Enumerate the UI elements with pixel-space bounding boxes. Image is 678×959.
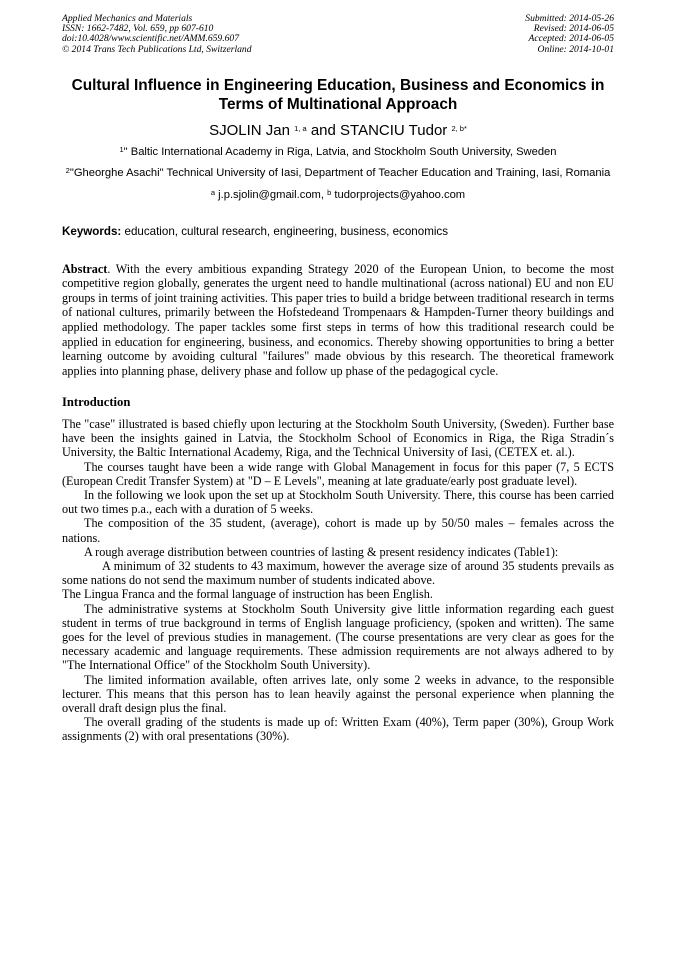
abstract-text: . With the every ambitious expanding Strategy 2020 of the European Union, to become the most competitive region globally, generates the urgent need to handle multinational (across national) EU and non EU groups in terms of joint training activities. This paper tries to build a bridge between traditional research in terms of national cultures, primarily between the Hofstedeand Trompenaars & Hampden-Turner theory buildings and applied methodology. The paper tackles some first steps in terms of how this traditional research could be applied in education for engineering, business, and economics. Thereby showing opportunities to bring a better learning outcome by avoiding cultural "failures" made obvious by this research. The theoretical framework applies into planning phase, delivery phase and follow up phase of the pedagogical cycle. xyxy=(62,261,614,378)
keywords-text: education, cultural research, engineering, business, economics xyxy=(121,224,449,238)
email-b-sup: b xyxy=(327,188,332,197)
journal-copyright: © 2014 Trans Tech Publications Ltd, Switzerland xyxy=(62,43,252,55)
intro-paragraph-6: A minimum of 32 students to 43 maximum, however the average size of around 35 students prevails as some nations do not send the maximum number of students indicated above. xyxy=(62,558,614,588)
author-2-sup: 2, b* xyxy=(451,123,467,133)
intro-paragraph-9: The limited information available, often arrives late, only some 2 weeks in advance, to the responsible lecturer. This means that this person has to lean heavily against the personal experience when planning the overall draft design plus the final. xyxy=(62,672,614,715)
intro-paragraph-2: The courses taught have been a wide range with Global Management in focus for this paper (7, 5 ECTS (European Credit Transfer System) at "D – E Levels", meaning at late graduate/early post graduate level). xyxy=(62,459,614,488)
email-b[interactable]: tudorprojects@yahoo.com xyxy=(331,189,466,201)
affiliation-1 xyxy=(62,145,614,160)
author-emails xyxy=(62,188,614,203)
author-connector: and xyxy=(306,121,341,139)
keywords xyxy=(62,225,614,239)
journal-header xyxy=(62,14,614,55)
section-heading-introduction: Introduction xyxy=(62,395,131,410)
intro-paragraph-7: The Lingua Franca and the formal language of instruction has been English. xyxy=(62,587,433,602)
email-a[interactable]: j.p.sjolin@gmail.com, xyxy=(215,189,328,201)
journal-doi[interactable]: doi:10.4028/www.scientific.net/AMM.659.607 xyxy=(62,33,240,45)
abstract-label: Abstract xyxy=(62,261,108,276)
introduction-body xyxy=(62,417,614,744)
intro-paragraph-5: A rough average distribution between countries of lasting & present residency indicates (Table1): xyxy=(84,544,559,559)
journal-issn: ISSN: 1662-7482, Vol. 659, pp 607-610 xyxy=(62,23,214,35)
author-line xyxy=(62,122,614,140)
affiliation-2 xyxy=(62,166,614,181)
intro-paragraph-8: The administrative systems at Stockholm South University give little information regarding each guest student in terms of true background in terms of English language proficiency, (spoken and written). The same goes for the level of previous studies in management. (The course presentations are very clear as goes for the necessary academic and language requirements. These admission requirements are not always adhered to by "The International Office" of the Stockholm South University). xyxy=(62,601,614,673)
date-revised: Revised: 2014-06-05 xyxy=(533,23,614,35)
abstract xyxy=(62,262,614,379)
author-1-name: SJOLIN Jan xyxy=(209,121,295,139)
date-accepted: Accepted: 2014-06-05 xyxy=(528,33,614,45)
journal-info xyxy=(62,14,252,55)
keywords-label: Keywords: xyxy=(62,224,122,238)
paper-title: Cultural Influence in Engineering Education, Business and Economics in Terms of Multinational Approach xyxy=(71,76,605,113)
paper-page xyxy=(62,14,614,744)
author-2-name: STANCIU Tudor xyxy=(340,121,452,139)
author-1-sup: 1, a xyxy=(294,123,307,133)
intro-paragraph-4: The composition of the 35 student, (average), cohort is made up by 50/50 males – females across the nations. xyxy=(62,516,614,545)
submission-dates xyxy=(525,14,614,55)
intro-paragraph-1: The "case" illustrated is based chiefly upon lecturing at the Stockholm South University, (Sweden). Further base have been the insights gained in Latvia, the Stockholm School of Economics in Riga, the Riga Stradin´s University, the Baltic International Academy, Riga, and the Technical University of Iasi, (CETEX et. al.). xyxy=(62,416,614,460)
intro-paragraph-3: In the following we look upon the set up at Stockholm South University. There, this course has been carried out two times p.a., each with a duration of 5 weeks. xyxy=(62,487,614,517)
affiliation-2-sup: 2 xyxy=(65,166,70,176)
intro-paragraph-10: The overall grading of the students is made up of: Written Exam (40%), Term paper (30%), Group Work assignments (2) with oral presentations (30%). xyxy=(62,715,614,744)
email-a-sup: a xyxy=(210,188,216,197)
date-submitted: Submitted: 2014-05-26 xyxy=(525,13,614,24)
affiliation-2-text: "Gheorghe Asachi" Technical University of Iasi, Department of Teacher Education and Training, Iasi, Romania xyxy=(69,167,611,180)
affiliation-1-text: " Baltic International Academy in Riga, Latvia, and Stockholm South University, Sweden xyxy=(123,145,557,158)
date-online: Online: 2014-10-01 xyxy=(537,43,614,55)
affiliation-1-sup: 1 xyxy=(119,144,124,154)
journal-name: Applied Mechanics and Materials xyxy=(62,13,193,24)
